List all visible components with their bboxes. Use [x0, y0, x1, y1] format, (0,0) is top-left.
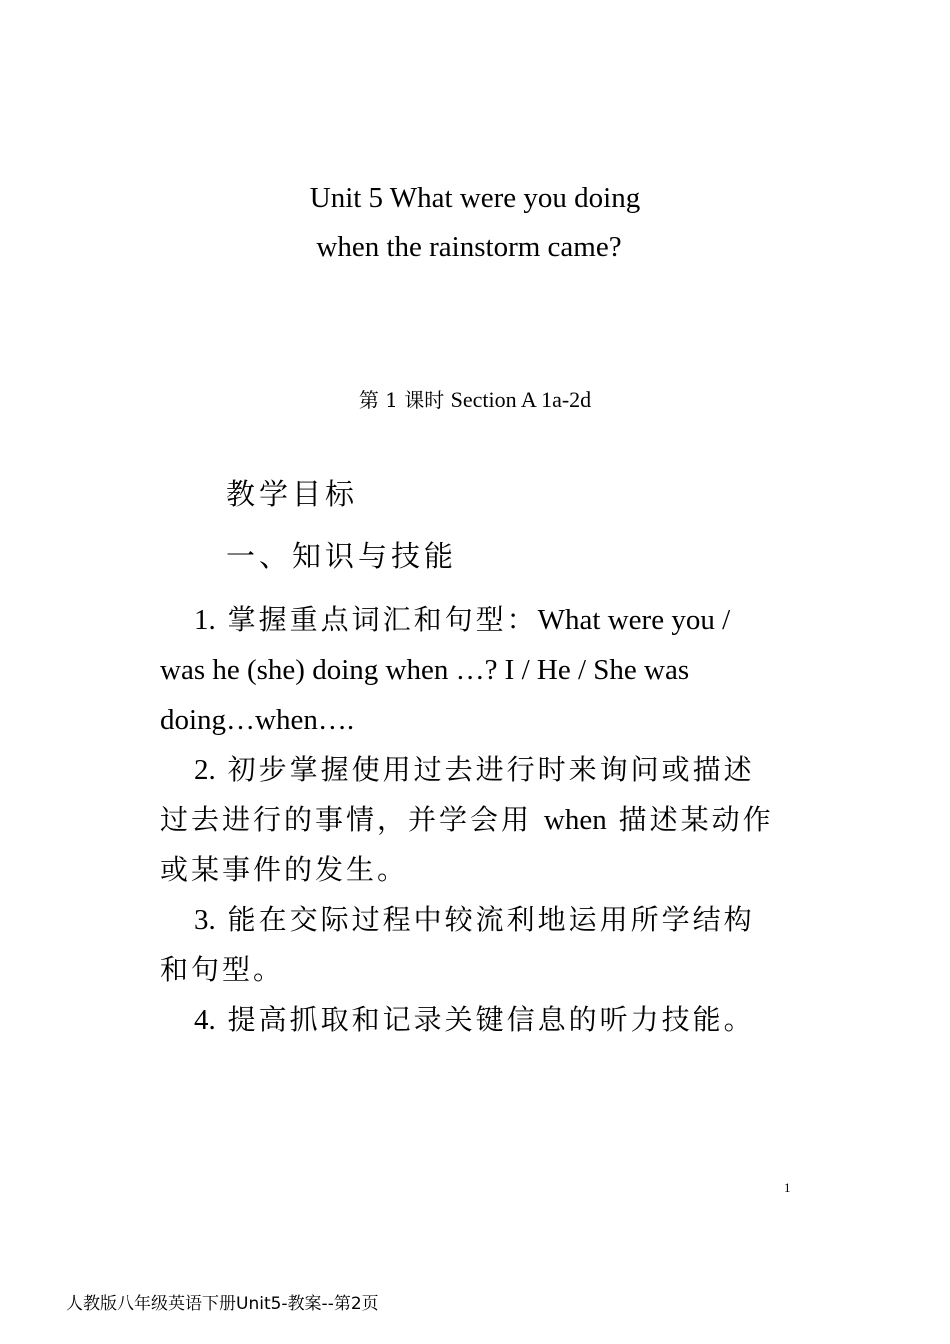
item-text: 能在交际过程中较流利地运用所学结构 [227, 903, 755, 936]
title-line-1: Unit 5 What were you doing [309, 182, 641, 214]
heading-objectives: 教学目标 [226, 477, 359, 511]
item-text: 过去进行的事情，并学会用 [160, 803, 533, 836]
section-label: Section A 1a-2d [450, 387, 592, 412]
item-number: 4. [194, 1004, 216, 1036]
lesson-number: 第 1 课时 [358, 388, 445, 412]
objective-item-4 [160, 995, 800, 1045]
item-number: 3. [194, 904, 216, 936]
item-text-en: was he (she) doing when …? I / He / She was [160, 654, 690, 686]
item-text-en: when [543, 804, 607, 836]
item-text: 描述某动作 [618, 803, 774, 836]
page-number: 1 [784, 1180, 791, 1195]
heading-knowledge-skills: 一、知识与技能 [226, 539, 458, 573]
item-text-en: What were you / [537, 604, 731, 636]
item-number: 1. [194, 604, 216, 636]
objective-item-2 [160, 745, 800, 895]
footer-caption: 人教版八年级英语下册Unit5-教案--第2页 [66, 1294, 379, 1314]
item-text: 和句型。 [160, 953, 285, 986]
title-line-2: when the rainstorm came? [316, 231, 622, 263]
item-text: 掌握重点词汇和句型： [227, 603, 538, 636]
objective-item-3 [160, 895, 800, 995]
objective-item-1 [160, 595, 800, 745]
lesson-subtitle [0, 387, 950, 413]
item-number: 2. [194, 754, 216, 786]
item-text: 或某事件的发生。 [160, 853, 409, 886]
item-text: 提高抓取和记录关键信息的听力技能。 [227, 1003, 755, 1036]
item-text: 初步掌握使用过去进行时来询问或描述 [227, 753, 755, 786]
item-text-en: doing…when…. [160, 704, 355, 736]
